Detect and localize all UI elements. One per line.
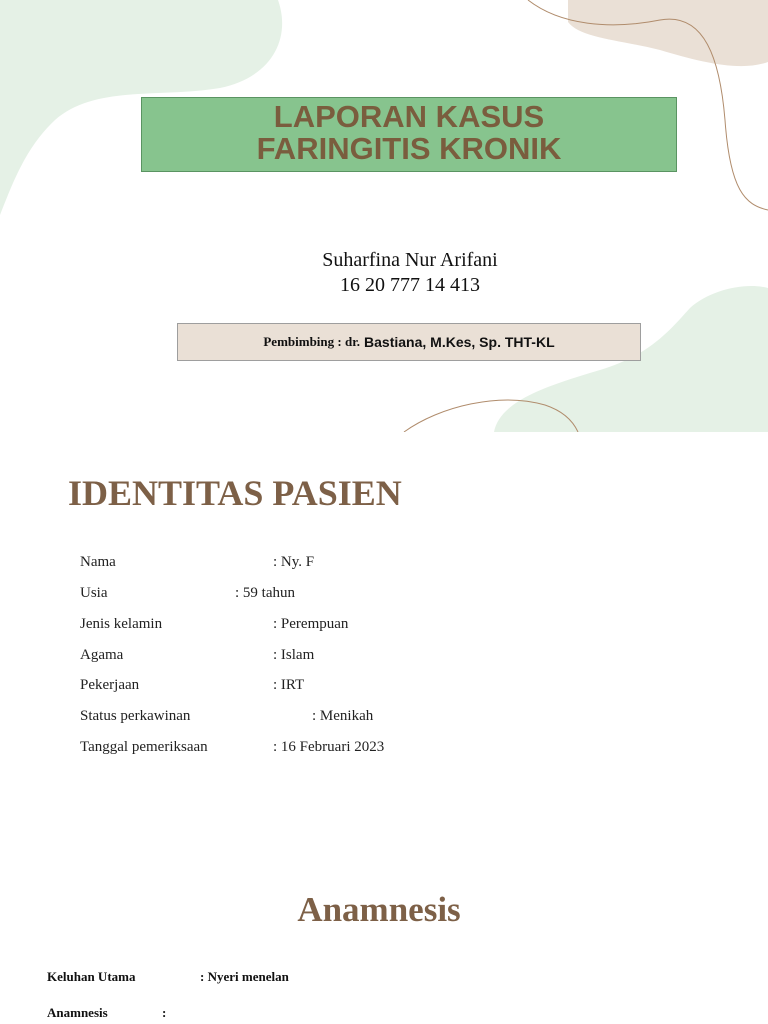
beige-blob-top-right — [568, 0, 768, 66]
identity-value: : IRT — [273, 677, 305, 693]
identity-value: : Ny. F — [273, 554, 315, 570]
identity-label: Agama — [80, 647, 124, 663]
cover-slide — [0, 0, 768, 432]
anamnesis-label: Anamnesis — [47, 1005, 108, 1020]
decorative-background — [0, 0, 768, 432]
identity-label: Pekerjaan — [80, 677, 140, 693]
identity-value: : Perempuan — [273, 616, 349, 632]
identity-value: : 16 Februari 2023 — [273, 739, 385, 755]
advisor-name: Bastiana, M.Kes, Sp. THT-KL — [364, 334, 555, 350]
identity-value: : Islam — [273, 647, 315, 663]
identity-label: Usia — [80, 585, 108, 601]
identity-heading: IDENTITAS PASIEN — [68, 473, 402, 513]
identity-label: Status perkawinan — [80, 708, 191, 724]
author-student-id: 16 20 777 14 413 — [340, 274, 480, 296]
keluhan-utama-value: : Nyeri menelan — [200, 969, 289, 984]
author-name: Suharfina Nur Arifani — [322, 249, 498, 271]
report-title-box — [141, 97, 677, 172]
identity-label: Jenis kelamin — [80, 616, 163, 632]
advisor-label: Pembimbing : dr. — [263, 334, 361, 349]
identity-value: : Menikah — [312, 708, 374, 724]
identity-label: Nama — [80, 554, 116, 570]
keluhan-utama-label: Keluhan Utama — [47, 969, 136, 984]
identity-label: Tanggal pemeriksaan — [80, 739, 208, 755]
title-line-1: LAPORAN KASUS — [273, 99, 545, 134]
anamnesis-heading: Anamnesis — [297, 890, 461, 929]
identity-value: : 59 tahun — [235, 585, 295, 601]
title-line-2: FARINGITIS KRONIK — [256, 131, 562, 166]
identity-slide — [0, 432, 768, 1024]
advisor-box — [177, 323, 641, 361]
anamnesis-value: : — [162, 1005, 167, 1020]
